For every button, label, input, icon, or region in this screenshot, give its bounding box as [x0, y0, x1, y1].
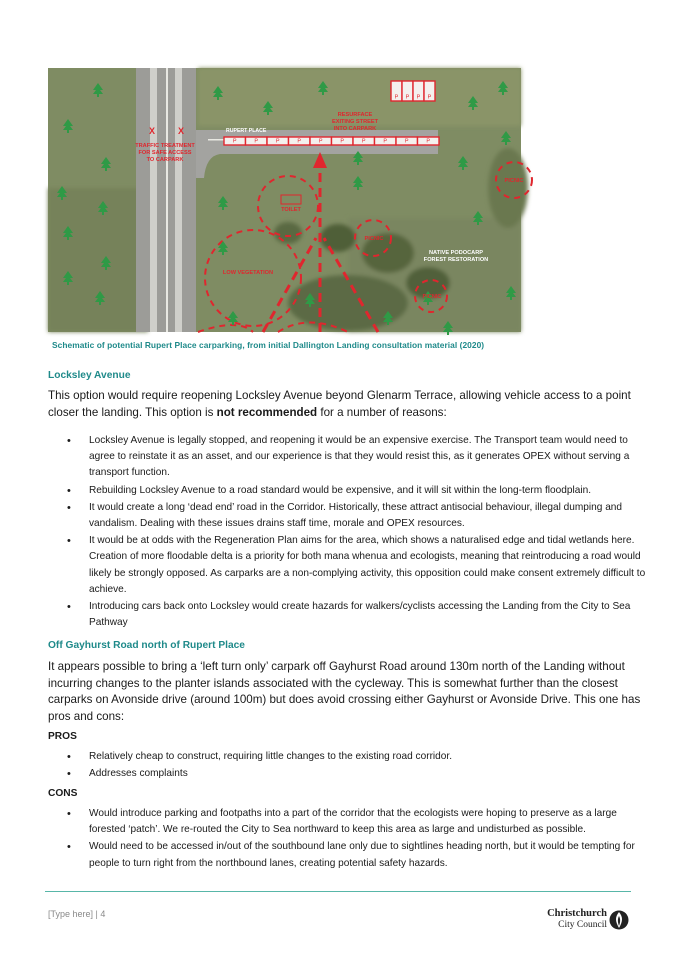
list-item: • Would introduce parking and footpaths into a part of the corridor that the ecologists were hoping to preserve as a large forested ‘patch’. We re-routed the City to Sea northward to keep this area as large and undisturbed as possible. — [48, 806, 648, 838]
parking-bay-letter: P — [427, 94, 432, 101]
list-item: • Would need to be accessed in/out of the southbound lane only due to sightlines heading north, but it would be tempting for people to turn right from the northbound lanes, creating potential safety hazards. — [48, 839, 648, 871]
picnic-label-1: PICNIC — [364, 236, 384, 242]
list-item: • Addresses complaints — [48, 766, 648, 782]
rupert-place-label: RUPERT PLACE — [226, 128, 267, 134]
footer-divider — [45, 891, 631, 892]
parking-bay-letter: P — [254, 138, 259, 145]
site-schematic-figure — [48, 68, 524, 332]
resurface-label-1: RESURFACE — [337, 112, 373, 118]
low-vegetation-label: LOW VEGETATION — [222, 270, 274, 276]
parking-bay-letter: P — [318, 138, 323, 145]
picnic-label-2: PICNIC — [422, 294, 442, 300]
crossing-mark-2: X — [178, 126, 185, 136]
council-flame-logo-icon — [609, 909, 629, 931]
locksley-reasons-list — [48, 433, 648, 631]
list-item: • It would be at odds with the Regeneration Plan aims for the area, which shows a naturalised edge and tidal wetlands here. Creation of more floodable delta is a priority for both mana whenua and ecologists, meaning that reintroducing a road would likely be strongly opposed. As carparks are a non-complying activity, this opposition could make consent extremely difficult to achieve. — [48, 533, 648, 598]
gayhurst-intro: It appears possible to bring a ‘left turn only’ carpark off Gayhurst Road around 130m north of the Landing without incurring changes to the planter islands associated with the cycleway. This is somewhat further than the closest carparks on Avonside drive (around 100m) but does avoid crossing either Gayhurst or Avonside Drive. This one has pros and cons: — [48, 660, 641, 723]
locksley-intro: This option would require reopening Locksley Avenue beyond Glenarm Terrace, allowing vehicle access to a point closer the landing. This option is not recommended for a number of reasons: — [48, 389, 631, 419]
locksley-heading: Locksley Avenue — [48, 370, 131, 381]
logo-line-2: City Council — [558, 920, 607, 930]
parking-bay-letter: P — [361, 138, 366, 145]
parking-bay-letter: P — [394, 94, 399, 101]
pros-heading: PROS — [48, 731, 77, 742]
traffic-label-3: TO CARPARK — [146, 157, 184, 163]
native-label-2: FOREST RESTORATION — [423, 257, 489, 263]
list-item: • Locksley Avenue is legally stopped, and reopening it would be an expensive exercise. The Transport team would need to agree to reinstate it as an asset, and our experience is that they would resist this, as it generates OPEX without serving a transport function. — [48, 433, 648, 482]
resurface-label-2: EXITING STREET — [332, 119, 378, 125]
parking-bay-letter: P — [232, 138, 237, 145]
logo-line-1: Christchurch — [547, 908, 607, 919]
resurface-label-3: INTO CARPARK — [333, 126, 377, 132]
not-recommended-emphasis: not recommended — [216, 405, 318, 419]
aerial-schematic-map — [48, 68, 524, 332]
picnic-label-3: PICNIC — [504, 178, 524, 184]
traffic-label-1: TRAFFIC TREATMENT — [135, 143, 195, 149]
traffic-label-2: FOR SAFE ACCESS — [138, 150, 192, 156]
parking-bay-letter: P — [404, 138, 409, 145]
list-item: • Introducing cars back onto Locksley would create hazards for walkers/cyclists accessing the Landing from the City to Sea Pathway — [48, 599, 648, 631]
toilet-label: TOILET — [281, 207, 301, 213]
list-item: • It would create a long ‘dead end’ road in the Corridor. Historically, these attract antisocial behaviour, illegal dumping and vandalism. Dealing with these issues drains staff time, morale and OPEX resources. — [48, 500, 648, 532]
crossing-mark-1: X — [149, 126, 156, 136]
pros-list — [48, 749, 648, 782]
parking-bay-letter: P — [405, 94, 410, 101]
list-item: • Rebuilding Locksley Avenue to a road standard would be expensive, and it will sit within the long-term floodplain. — [48, 483, 648, 499]
parking-bay-letter: P — [275, 138, 280, 145]
cons-heading: CONS — [48, 788, 78, 799]
parking-bay-letter: P — [416, 94, 421, 101]
figure-caption: Schematic of potential Rupert Place carparking, from initial Dallington Landing consultation material (2020) — [52, 340, 485, 350]
christchurch-city-council-logo — [537, 908, 629, 934]
native-label-1: NATIVE PODOCARP — [429, 250, 483, 256]
parking-bay-letter: P — [340, 138, 345, 145]
list-item: • Relatively cheap to construct, requiring little changes to the existing road corridor. — [48, 749, 648, 765]
parking-bay-letter: P — [297, 138, 302, 145]
parking-bay-letter: P — [426, 138, 431, 145]
gayhurst-heading: Off Gayhurst Road north of Rupert Place — [48, 640, 245, 651]
parking-bay-letter: P — [383, 138, 388, 145]
cons-list — [48, 806, 648, 872]
footer-page-label: [Type here] | 4 — [48, 909, 106, 919]
